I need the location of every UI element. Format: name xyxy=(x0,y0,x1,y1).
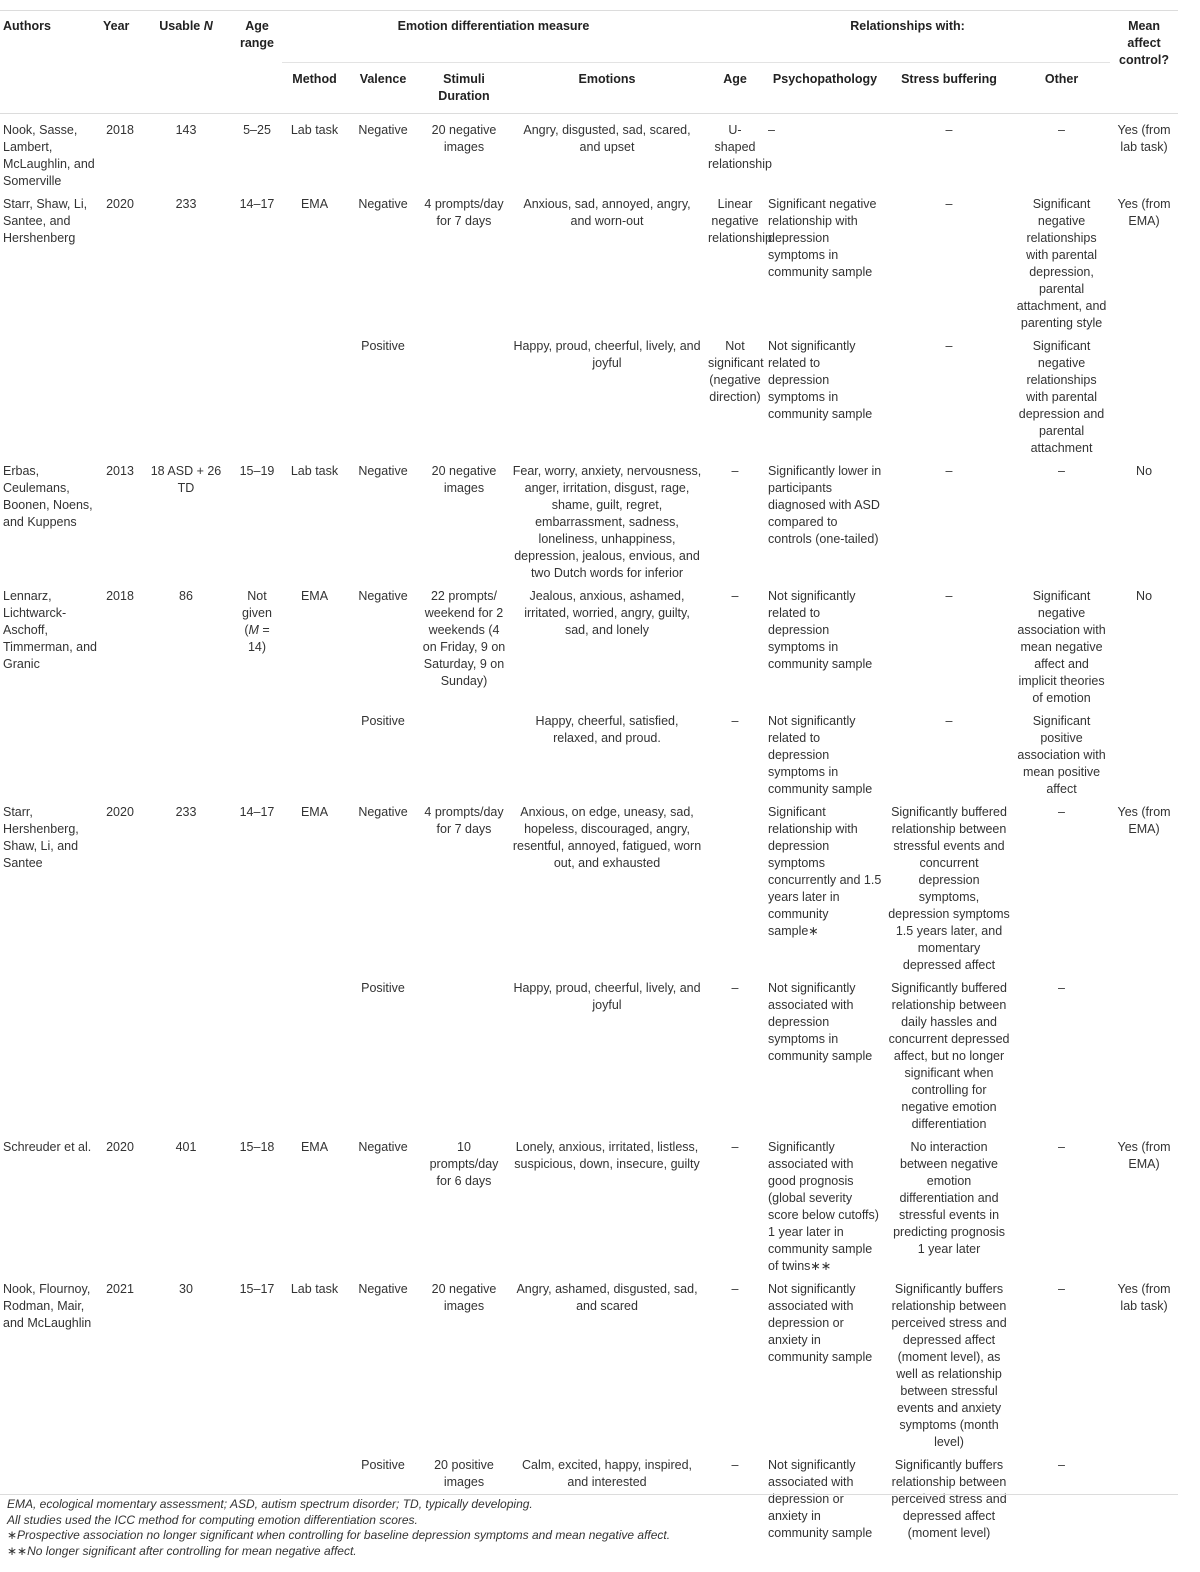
cell-n: 233 xyxy=(175,196,197,211)
cell-n: 30 xyxy=(179,1281,193,1296)
cell-mean-affect: No xyxy=(1136,463,1153,478)
cell-year: 2020 xyxy=(106,196,134,211)
cell-psychopathology: Not significantly associated with depression or anxiety in community sample xyxy=(768,1281,873,1364)
cell-other: Significant negative relationships with parental depression, parental attachment, and parenting style xyxy=(1016,196,1107,330)
cell-stress: – xyxy=(945,338,953,353)
cell-mean-affect: Yes (from lab task) xyxy=(1117,1281,1171,1313)
cell-emotions: Anxious, on edge, uneasy, sad, hopeless, discouraged, angry, resentful, annoyed, fatigued, worn out, and exhausted xyxy=(512,804,702,870)
cell-valence: Negative xyxy=(358,1139,408,1154)
cell-stimuli xyxy=(419,709,509,800)
col-group-emotion-measure: Emotion differentiation measure xyxy=(282,11,705,63)
cell-stress: Significantly buffers relationship between perceived stress and depressed affect (moment level), as well as relationship between stressful events and anxiety symptoms (month level) xyxy=(891,1281,1007,1449)
cell-valence: Negative xyxy=(358,804,408,819)
col-header-mean-affect: Mean affect control? xyxy=(1110,11,1178,114)
cell-age-range xyxy=(232,976,282,1135)
cell-age-range: 15–19 xyxy=(239,463,275,478)
table-row xyxy=(0,1135,1178,1277)
col-header-method: Method xyxy=(292,72,337,86)
cell-mean-affect xyxy=(1110,709,1178,800)
cell-age: – xyxy=(731,1457,739,1472)
cell-psychopathology: Significant relationship with depression symptoms concurrently and 1.5 years later in community sample∗ xyxy=(768,804,882,938)
cell-mean-affect xyxy=(1110,334,1178,459)
cell-emotions: Happy, proud, cheerful, lively, and joyful xyxy=(513,980,701,1012)
cell-age-range xyxy=(232,709,282,800)
cell-method xyxy=(282,709,347,800)
cell-emotions: Calm, excited, happy, inspired, and interested xyxy=(522,1457,692,1489)
cell-other: – xyxy=(1058,1139,1065,1154)
col-header-usable-n: Usable N xyxy=(140,11,232,114)
cell-other: – xyxy=(1058,463,1065,478)
cell-method: Lab task xyxy=(290,463,339,478)
footnote-double-asterisk: ∗∗No longer significant after controlling for mean negative affect. xyxy=(7,1543,357,1558)
cell-age: Not significant (negative direction) xyxy=(708,338,764,404)
cell-stimuli: 20 positive images xyxy=(434,1457,494,1489)
cell-n xyxy=(140,976,232,1135)
cell-emotions: Happy, cheerful, satisfied, relaxed, and proud. xyxy=(535,713,679,745)
cell-stimuli: 4 prompts/day for 7 days xyxy=(424,804,504,836)
cell-mean-affect: No xyxy=(1136,588,1153,603)
cell-psychopathology: Not significantly associated with depression symptoms in community sample xyxy=(768,980,873,1063)
cell-authors: Lennarz, Lichtwarck-Aschoff, Timmerman, and Granic xyxy=(3,588,98,671)
cell-emotions: Lonely, anxious, irritated, listless, suspicious, down, insecure, guilty xyxy=(514,1139,700,1171)
table-row xyxy=(0,1277,1178,1453)
cell-age: – xyxy=(731,713,739,728)
cell-stimuli: 20 negative images xyxy=(431,122,497,154)
table-row xyxy=(0,459,1178,584)
cell-year: 2021 xyxy=(106,1281,134,1296)
cell-psychopathology: Not significantly associated with depression or anxiety in community sample xyxy=(768,1457,873,1540)
cell-psychopathology: Not significantly related to depression symptoms in community sample xyxy=(768,588,873,671)
cell-psychopathology: Significant negative relationship with depression symptoms in community sample xyxy=(768,196,877,279)
cell-age-range: 14–17 xyxy=(239,804,275,819)
cell-valence: Positive xyxy=(361,338,405,353)
col-header-valence: Valence xyxy=(359,72,407,86)
cell-authors: Erbas, Ceulemans, Boonen, Noens, and Kuppens xyxy=(3,463,93,529)
cell-valence: Negative xyxy=(358,463,408,478)
cell-method: Lab task xyxy=(290,122,339,137)
cell-other: Significant negative relationships with parental depression and parental attachment xyxy=(1018,338,1105,455)
cell-year: 2020 xyxy=(106,804,134,819)
cell-n: 233 xyxy=(175,804,197,819)
cell-other: – xyxy=(1058,804,1065,819)
cell-other: – xyxy=(1058,980,1065,995)
cell-n: 401 xyxy=(175,1139,197,1154)
cell-year: 2013 xyxy=(106,463,134,478)
cell-psychopathology: Not significantly related to depression symptoms in community sample xyxy=(768,713,873,796)
table-row xyxy=(0,334,1178,459)
cell-authors: Nook, Flournoy, Rodman, Mair, and McLaughlin xyxy=(3,1281,92,1330)
footnote-single-asterisk: ∗Prospective association no longer significant when controlling for baseline depression symptoms and mean negative affect. xyxy=(7,1528,671,1542)
col-header-year: Year xyxy=(100,11,140,114)
cell-age-range: 14–17 xyxy=(239,196,275,211)
cell-other: Significant positive association with mean positive affect xyxy=(1017,713,1106,796)
cell-emotions: Jealous, anxious, ashamed, irritated, worried, angry, guilty, sad, and lonely xyxy=(524,588,690,637)
cell-psychopathology: – xyxy=(768,122,775,137)
table-row xyxy=(0,118,1178,192)
cell-emotions: Happy, proud, cheerful, lively, and joyful xyxy=(513,338,701,370)
cell-age-range: Not given (M = 14) xyxy=(242,588,272,654)
cell-year: 2020 xyxy=(106,1139,134,1154)
cell-authors: Nook, Sasse, Lambert, McLaughlin, and Somerville xyxy=(3,122,95,188)
col-header-stimuli: Stimuli Duration xyxy=(438,72,490,103)
cell-stimuli: 20 negative images xyxy=(431,463,497,495)
cell-n: 18 ASD + 26 TD xyxy=(150,463,222,495)
cell-method: EMA xyxy=(300,196,329,211)
cell-method: Lab task xyxy=(290,1281,339,1296)
footnote-icc-method: All studies used the ICC method for computing emotion differentiation scores. xyxy=(7,1512,418,1527)
cell-year xyxy=(100,709,140,800)
cell-mean-affect: Yes (from lab task) xyxy=(1117,122,1171,154)
cell-stress: Significantly buffered relationship between daily hassles and concurrent depressed affect, but no longer significant when controlling for negative emotion differentiation xyxy=(888,980,1010,1131)
cell-psychopathology: Not significantly related to depression symptoms in community sample xyxy=(768,338,873,421)
col-header-other: Other xyxy=(1044,72,1079,86)
cell-authors: Schreuder et al. xyxy=(3,1139,92,1154)
col-header-emotions: Emotions xyxy=(578,72,636,86)
table-row xyxy=(0,584,1178,709)
cell-stress: – xyxy=(945,713,953,728)
cell-emotions: Angry, disgusted, sad, scared, and upset xyxy=(523,122,691,154)
cell-mean-affect: Yes (from EMA) xyxy=(1117,804,1171,836)
cell-age: – xyxy=(731,1139,739,1154)
cell-method xyxy=(282,334,347,459)
cell-valence: Negative xyxy=(358,588,408,603)
cell-other: – xyxy=(1058,1457,1065,1472)
col-header-age: Age xyxy=(723,72,747,86)
cell-emotions: Fear, worry, anxiety, nervousness, anger, irritation, disgust, rage, shame, guilt, regret, embarrassment, sadness, loneliness, unhappiness, depression, jealous, envious, and two Dutch words for inferior xyxy=(512,463,702,580)
cell-age: – xyxy=(731,463,739,478)
cell-stress: – xyxy=(945,588,953,603)
cell-stimuli xyxy=(419,976,509,1135)
cell-n xyxy=(140,334,232,459)
cell-method xyxy=(282,976,347,1135)
table-row xyxy=(0,800,1178,976)
cell-stress: Significantly buffered relationship between stressful events and concurrent depression symptoms, depression symptoms 1.5 years later, and momentary depressed affect xyxy=(888,804,1010,972)
cell-age: U-shaped relationship xyxy=(708,122,772,171)
cell-age xyxy=(705,800,765,976)
cell-authors: Starr, Shaw, Li, Santee, and Hershenberg xyxy=(3,196,88,245)
cell-stress: – xyxy=(945,122,953,137)
col-header-stress-buffering: Stress buffering xyxy=(901,72,997,86)
cell-stress: – xyxy=(945,463,953,478)
table-row xyxy=(0,192,1178,334)
table-row xyxy=(0,976,1178,1135)
cell-age: – xyxy=(731,1281,739,1296)
cell-valence: Negative xyxy=(358,1281,408,1296)
cell-psychopathology: Significantly lower in participants diagnosed with ASD compared to controls (one-tailed) xyxy=(768,463,882,546)
cell-authors xyxy=(0,976,100,1135)
cell-other: – xyxy=(1058,1281,1065,1296)
cell-method: EMA xyxy=(300,804,329,819)
cell-mean-affect xyxy=(1110,976,1178,1135)
cell-authors: Starr, Hershenberg, Shaw, Li, and Santee xyxy=(3,804,79,870)
footnote-abbreviations: EMA, ecological momentary assessment; ASD, autism spectrum disorder; TD, typically developing. xyxy=(7,1497,533,1511)
cell-age: Linear negative relationship xyxy=(708,196,772,245)
cell-method: EMA xyxy=(300,1139,329,1154)
cell-age: – xyxy=(731,980,739,995)
cell-valence: Positive xyxy=(361,713,405,728)
cell-method: EMA xyxy=(300,588,329,603)
table-row xyxy=(0,709,1178,800)
cell-stimuli: 20 negative images xyxy=(431,1281,497,1313)
cell-year xyxy=(100,334,140,459)
cell-valence: Positive xyxy=(361,980,405,995)
cell-other: Significant negative association with mean negative affect and implicit theories of emotion xyxy=(1017,588,1106,705)
cell-authors xyxy=(0,334,100,459)
table-footnotes xyxy=(7,1497,1177,1559)
cell-n: 143 xyxy=(175,122,197,137)
cell-n xyxy=(140,709,232,800)
cell-stress: No interaction between negative emotion differentiation and stressful events in predicting prognosis 1 year later xyxy=(893,1139,1005,1256)
cell-year: 2018 xyxy=(106,588,134,603)
cell-valence: Negative xyxy=(358,196,408,211)
cell-other: – xyxy=(1058,122,1065,137)
cell-psychopathology: Significantly associated with good prognosis (global severity score below cutoffs) 1 year later in community sample of twins∗∗ xyxy=(768,1139,879,1273)
col-header-authors: Authors xyxy=(0,11,100,114)
cell-stimuli: 10 prompts/day for 6 days xyxy=(429,1139,499,1188)
cell-authors xyxy=(0,709,100,800)
col-header-psychopathology: Psychopathology xyxy=(772,72,878,86)
cell-age-range: 15–18 xyxy=(239,1139,275,1154)
cell-emotions: Angry, ashamed, disgusted, sad, and scared xyxy=(516,1281,698,1313)
cell-stimuli: 4 prompts/day for 7 days xyxy=(424,196,504,228)
cell-valence: Positive xyxy=(361,1457,405,1472)
col-group-relationships: Relationships with: xyxy=(705,11,1110,63)
cell-n: 86 xyxy=(179,588,193,603)
cell-age-range xyxy=(232,334,282,459)
col-header-age-range: Age range xyxy=(232,11,282,114)
cell-year: 2018 xyxy=(106,122,134,137)
cell-mean-affect: Yes (from EMA) xyxy=(1117,196,1171,228)
cell-stress: Significantly buffers relationship between perceived stress and depressed affect (moment level) xyxy=(891,1457,1007,1540)
cell-stimuli: 22 prompts/ weekend for 2 weekends (4 on Friday, 9 on Saturday, 9 on Sunday) xyxy=(422,588,506,688)
cell-age-range: 5–25 xyxy=(243,122,271,137)
cell-year xyxy=(100,976,140,1135)
cell-mean-affect: Yes (from EMA) xyxy=(1117,1139,1171,1171)
studies-table xyxy=(0,10,1178,1544)
cell-stress: – xyxy=(945,196,953,211)
cell-emotions: Anxious, sad, annoyed, angry, and worn-out xyxy=(523,196,691,228)
cell-valence: Negative xyxy=(358,122,408,137)
cell-age-range: 15–17 xyxy=(239,1281,275,1296)
table-bottom-rule xyxy=(0,1494,1178,1495)
cell-age: – xyxy=(731,588,739,603)
cell-stimuli xyxy=(419,334,509,459)
